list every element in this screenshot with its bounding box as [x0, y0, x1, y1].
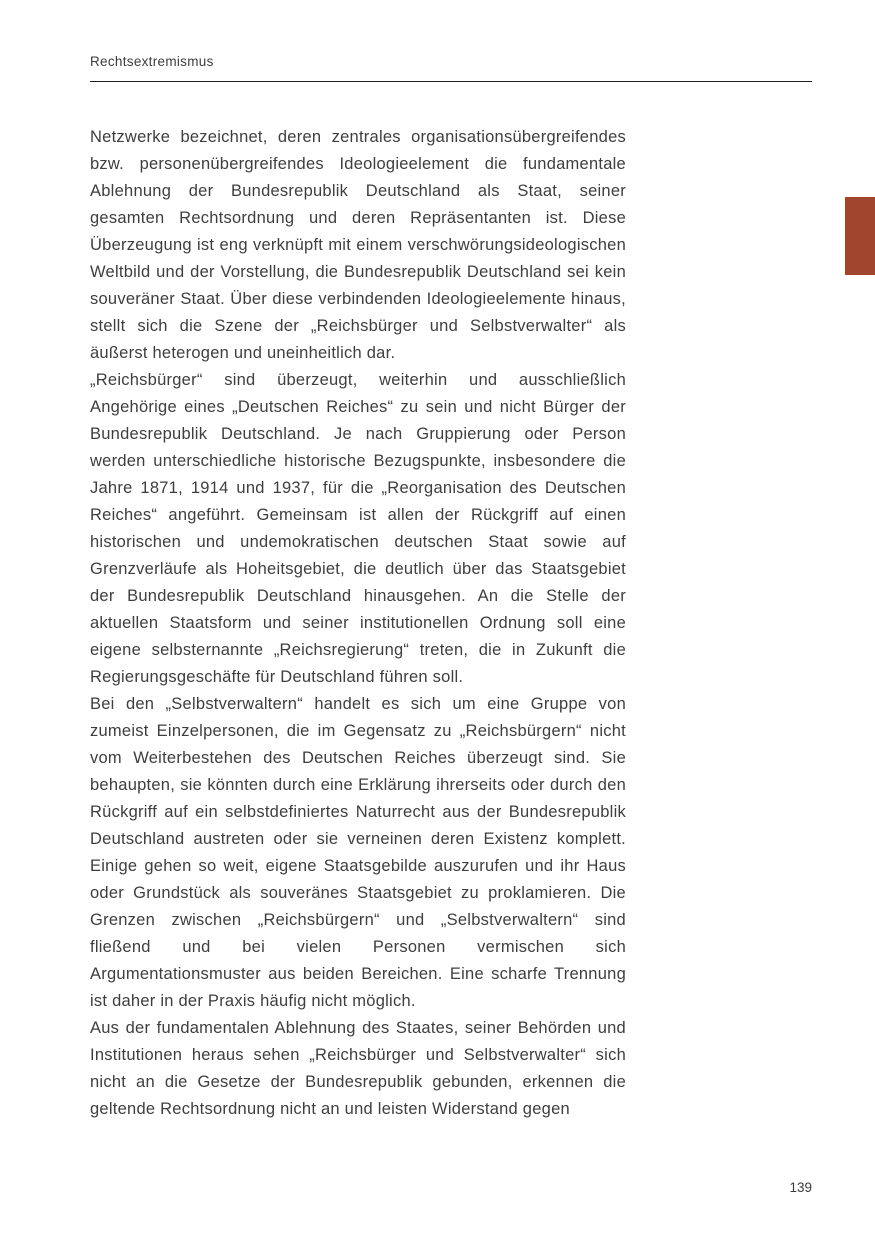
running-header: Rechtsextremismus	[90, 54, 214, 69]
chapter-edge-tab	[845, 197, 875, 275]
paragraph: „Reichsbürger“ sind überzeugt, weiterhin und ausschließlich Angehörige eines „Deutschen Reiches“ zu sein und nicht Bürger der Bundesrepublik Deutschland. Je nach Gruppierung oder Person werden unterschiedliche historische Bezugspunkte, insbesondere die Jahre 1871, 1914 und 1937, für die „Reorganisation des Deutschen Reiches“ angeführt. Gemeinsam ist allen der Rückgriff auf einen historischen und undemokratischen deutschen Staat sowie auf Grenzverläufe als Hoheitsgebiet, die deutlich über das Staatsgebiet der Bundesrepublik Deutschland hinausgehen. An die Stelle der aktuellen Staatsform und seiner institutionellen Ordnung soll eine eigene selbsternannte „Reichsregierung“ treten, die in Zukunft die Regierungsgeschäfte für Deutschland führen soll.	[90, 371, 626, 686]
page-number: 139	[789, 1180, 812, 1195]
paragraph: Bei den „Selbstverwaltern“ handelt es sich um eine Gruppe von zumeist Einzelpersonen, die im Gegensatz zu „Reichsbürgern“ nicht vom Weiterbestehen des Deutschen Reiches überzeugt sind. Sie behaupten, sie könnten durch eine Erklärung ihrerseits oder durch den Rückgriff auf ein selbstdefiniertes Naturrecht aus der Bundesrepublik Deutschland austreten oder sie verneinen deren Existenz komplett. Einige gehen so weit, eigene Staatsgebilde auszurufen und ihr Haus oder Grundstück als souveränes Staatsgebiet zu proklamieren. Die Grenzen zwischen „Reichsbürgern“ und „Selbstverwaltern“ sind fließend und bei vielen Personen vermischen sich Argumentationsmuster aus beiden Bereichen. Eine scharfe Trennung ist daher in der Praxis häufig nicht möglich.	[90, 695, 626, 1010]
header-rule	[90, 81, 812, 82]
paragraph: Aus der fundamentalen Ablehnung des Staates, seiner Behörden und Institutionen heraus sehen „Reichsbürger und Selbstverwalter“ sich nicht an die Gesetze der Bundesrepublik gebunden, erkennen die geltende Rechtsordnung nicht an und leisten Widerstand gegen	[90, 1019, 626, 1118]
paragraph: Netzwerke bezeichnet, deren zentrales organisationsübergreifendes bzw. personenübergreifendes Ideologieelement die fundamentale Ablehnung der Bundesrepublik Deutschland als Staat, seiner gesamten Rechtsordnung und deren Repräsentanten ist. Diese Überzeugung ist eng verknüpft mit einem verschwörungsideologischen Weltbild und der Vorstellung, die Bundesrepublik Deutschland sei kein souveräner Staat. Über diese verbindenden Ideologieelemente hinaus, stellt sich die Szene der „Reichsbürger und Selbstverwalter“ als äußerst heterogen und uneinheitlich dar.	[90, 128, 626, 362]
body-text-block	[90, 124, 626, 1123]
